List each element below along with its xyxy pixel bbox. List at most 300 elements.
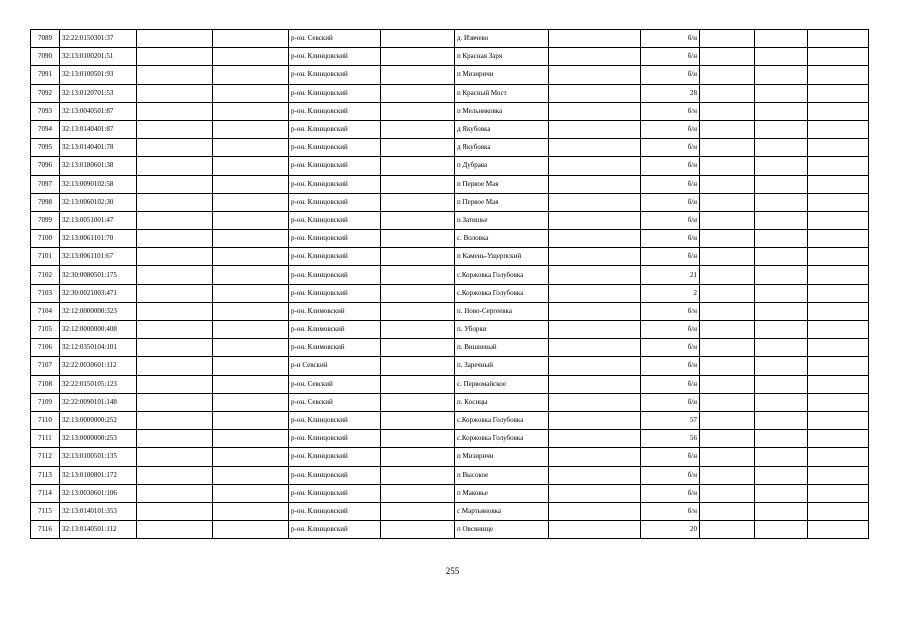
empty-cell	[213, 211, 289, 229]
empty-cell	[213, 248, 289, 266]
region-name: р-он. Клинцовский	[289, 48, 381, 66]
empty-cell	[213, 357, 289, 375]
empty-cell	[700, 448, 755, 466]
cadastral-number: 32:12:0000000:323	[60, 302, 137, 320]
house-number: б/н	[641, 502, 700, 520]
table-row	[31, 521, 869, 539]
empty-cell	[700, 302, 755, 320]
empty-cell	[700, 339, 755, 357]
table-row	[31, 230, 869, 248]
table-row	[31, 102, 869, 120]
record-number: 7108	[31, 375, 60, 393]
record-number: 7100	[31, 230, 60, 248]
empty-cell	[213, 66, 289, 84]
table-row	[31, 30, 869, 48]
empty-cell	[700, 139, 755, 157]
record-number: 7112	[31, 448, 60, 466]
empty-cell	[808, 448, 869, 466]
region-name: р-он. Клинцовский	[289, 66, 381, 84]
settlement-name: п. Вишневый	[455, 339, 549, 357]
house-number: б/н	[641, 102, 700, 120]
empty-cell	[808, 284, 869, 302]
empty-cell	[137, 521, 213, 539]
empty-cell	[213, 375, 289, 393]
empty-cell	[549, 302, 641, 320]
table-row	[31, 120, 869, 138]
empty-cell	[700, 193, 755, 211]
empty-cell	[381, 175, 455, 193]
empty-cell	[700, 430, 755, 448]
empty-cell	[137, 193, 213, 211]
empty-cell	[755, 230, 808, 248]
empty-cell	[213, 139, 289, 157]
settlement-name: п Дубрава	[455, 157, 549, 175]
settlement-name: п. Уборки	[455, 321, 549, 339]
region-name: р-он. Клинцовский	[289, 248, 381, 266]
empty-cell	[381, 102, 455, 120]
settlement-name: п Красная Заря	[455, 48, 549, 66]
empty-cell	[808, 230, 869, 248]
region-name: р-он. Клинцовский	[289, 102, 381, 120]
settlement-name: с.Коржовка Голубовка	[455, 430, 549, 448]
empty-cell	[381, 521, 455, 539]
region-name: р-он. Севский	[289, 393, 381, 411]
table-row	[31, 411, 869, 429]
settlement-name: п. Косицы	[455, 393, 549, 411]
record-number: 7104	[31, 302, 60, 320]
empty-cell	[381, 448, 455, 466]
region-name: р-н Севский	[289, 357, 381, 375]
house-number: б/н	[641, 466, 700, 484]
cadastral-number: 32:13:0100501:93	[60, 66, 137, 84]
empty-cell	[808, 211, 869, 229]
settlement-name: п Красный Мост	[455, 84, 549, 102]
empty-cell	[213, 120, 289, 138]
house-number: б/н	[641, 375, 700, 393]
empty-cell	[137, 102, 213, 120]
empty-cell	[381, 484, 455, 502]
record-number: 7109	[31, 393, 60, 411]
empty-cell	[549, 339, 641, 357]
empty-cell	[755, 175, 808, 193]
region-name: р-он. Клинцовский	[289, 211, 381, 229]
record-number: 7103	[31, 284, 60, 302]
settlement-name: с.Коржовка Голубовка	[455, 266, 549, 284]
region-name: р-он. Клинцовский	[289, 193, 381, 211]
empty-cell	[381, 502, 455, 520]
table-row	[31, 430, 869, 448]
table-row	[31, 66, 869, 84]
region-name: р-он. Клинцовский	[289, 466, 381, 484]
region-name: р-он. Клинцовский	[289, 175, 381, 193]
empty-cell	[755, 375, 808, 393]
cadastral-number: 32:13:0140101:353	[60, 502, 137, 520]
empty-cell	[700, 30, 755, 48]
house-number: 2	[641, 284, 700, 302]
empty-cell	[700, 357, 755, 375]
empty-cell	[549, 230, 641, 248]
empty-cell	[700, 466, 755, 484]
cadastral-number: 32:13:0000000:253	[60, 430, 137, 448]
table-row	[31, 448, 869, 466]
empty-cell	[381, 30, 455, 48]
empty-cell	[137, 321, 213, 339]
house-number: б/н	[641, 175, 700, 193]
settlement-name: п Мизиричи	[455, 448, 549, 466]
house-number: б/н	[641, 321, 700, 339]
house-number: б/н	[641, 230, 700, 248]
house-number: б/н	[641, 484, 700, 502]
empty-cell	[381, 66, 455, 84]
empty-cell	[808, 30, 869, 48]
empty-cell	[549, 357, 641, 375]
empty-cell	[549, 448, 641, 466]
table-row	[31, 321, 869, 339]
record-number: 7099	[31, 211, 60, 229]
empty-cell	[213, 484, 289, 502]
cadastral-number: 32:13:0061101:67	[60, 248, 137, 266]
settlement-name: д Якубовка	[455, 120, 549, 138]
empty-cell	[700, 266, 755, 284]
empty-cell	[700, 102, 755, 120]
empty-cell	[549, 30, 641, 48]
empty-cell	[755, 521, 808, 539]
region-name: р-он. Климовский	[289, 302, 381, 320]
cadastral-number: 32:13:0051001:47	[60, 211, 137, 229]
empty-cell	[549, 375, 641, 393]
cadastral-number: 32:13:0100501:135	[60, 448, 137, 466]
empty-cell	[381, 84, 455, 102]
empty-cell	[808, 48, 869, 66]
empty-cell	[213, 230, 289, 248]
empty-cell	[700, 375, 755, 393]
empty-cell	[381, 139, 455, 157]
house-number: 21	[641, 266, 700, 284]
empty-cell	[808, 139, 869, 157]
empty-cell	[213, 521, 289, 539]
empty-cell	[549, 157, 641, 175]
region-name: р-он. Клинцовский	[289, 157, 381, 175]
empty-cell	[808, 120, 869, 138]
house-number: 20	[641, 521, 700, 539]
empty-cell	[549, 521, 641, 539]
empty-cell	[700, 211, 755, 229]
table-row	[31, 466, 869, 484]
region-name: р-он. Клинцовский	[289, 120, 381, 138]
region-name: р-он. Клинцовский	[289, 266, 381, 284]
empty-cell	[755, 120, 808, 138]
settlement-name: п. Ново-Сергеевка	[455, 302, 549, 320]
empty-cell	[700, 411, 755, 429]
table-row	[31, 357, 869, 375]
table-row	[31, 157, 869, 175]
empty-cell	[381, 321, 455, 339]
record-number: 7089	[31, 30, 60, 48]
region-name: р-он. Клинцовский	[289, 448, 381, 466]
table-row	[31, 48, 869, 66]
empty-cell	[137, 175, 213, 193]
region-name: р-он. Клинцовский	[289, 84, 381, 102]
region-name: р-он. Клинцовский	[289, 284, 381, 302]
cadastral-number: 32:30:0080501:175	[60, 266, 137, 284]
empty-cell	[213, 448, 289, 466]
empty-cell	[549, 48, 641, 66]
empty-cell	[808, 466, 869, 484]
empty-cell	[755, 139, 808, 157]
empty-cell	[549, 430, 641, 448]
empty-cell	[755, 466, 808, 484]
table-row	[31, 284, 869, 302]
house-number: б/н	[641, 193, 700, 211]
empty-cell	[808, 357, 869, 375]
empty-cell	[137, 248, 213, 266]
empty-cell	[700, 248, 755, 266]
house-number: 57	[641, 411, 700, 429]
empty-cell	[137, 430, 213, 448]
empty-cell	[808, 193, 869, 211]
empty-cell	[137, 411, 213, 429]
empty-cell	[700, 157, 755, 175]
empty-cell	[137, 120, 213, 138]
registry-table	[30, 29, 869, 539]
empty-cell	[808, 66, 869, 84]
empty-cell	[381, 375, 455, 393]
empty-cell	[213, 502, 289, 520]
region-name: р-он. Клинцовский	[289, 521, 381, 539]
record-number: 7096	[31, 157, 60, 175]
empty-cell	[700, 284, 755, 302]
empty-cell	[137, 302, 213, 320]
empty-cell	[549, 284, 641, 302]
cadastral-number: 32:13:0140501:112	[60, 521, 137, 539]
cadastral-number: 32:22:0150301:37	[60, 30, 137, 48]
empty-cell	[755, 430, 808, 448]
region-name: р-он. Клинцовский	[289, 411, 381, 429]
house-number: б/н	[641, 248, 700, 266]
empty-cell	[700, 484, 755, 502]
cadastral-number: 32:13:0061101:70	[60, 230, 137, 248]
empty-cell	[808, 430, 869, 448]
empty-cell	[213, 102, 289, 120]
empty-cell	[137, 84, 213, 102]
record-number: 7106	[31, 339, 60, 357]
empty-cell	[381, 339, 455, 357]
empty-cell	[700, 230, 755, 248]
empty-cell	[549, 211, 641, 229]
house-number: б/н	[641, 48, 700, 66]
table-row	[31, 502, 869, 520]
empty-cell	[808, 339, 869, 357]
empty-cell	[213, 157, 289, 175]
empty-cell	[381, 120, 455, 138]
empty-cell	[137, 266, 213, 284]
region-name: р-он. Клинцовский	[289, 484, 381, 502]
record-number: 7094	[31, 120, 60, 138]
cadastral-number: 32:22:0030601:112	[60, 357, 137, 375]
record-number: 7095	[31, 139, 60, 157]
record-number: 7116	[31, 521, 60, 539]
empty-cell	[808, 302, 869, 320]
settlement-name: п Маковье	[455, 484, 549, 502]
empty-cell	[213, 284, 289, 302]
cadastral-number: 32:30:0021003:471	[60, 284, 137, 302]
record-number: 7114	[31, 484, 60, 502]
empty-cell	[137, 284, 213, 302]
empty-cell	[381, 193, 455, 211]
empty-cell	[700, 321, 755, 339]
house-number: б/н	[641, 139, 700, 157]
empty-cell	[549, 411, 641, 429]
empty-cell	[213, 393, 289, 411]
cadastral-number: 32:13:0140401:87	[60, 120, 137, 138]
empty-cell	[700, 393, 755, 411]
house-number: б/н	[641, 66, 700, 84]
table-row	[31, 211, 869, 229]
cadastral-number: 32:13:0100801:172	[60, 466, 137, 484]
settlement-name: п Затишье	[455, 211, 549, 229]
empty-cell	[381, 411, 455, 429]
house-number: б/н	[641, 157, 700, 175]
house-number: 56	[641, 430, 700, 448]
empty-cell	[700, 84, 755, 102]
record-number: 7111	[31, 430, 60, 448]
empty-cell	[808, 175, 869, 193]
cadastral-number: 32:22:0150105:123	[60, 375, 137, 393]
empty-cell	[381, 157, 455, 175]
empty-cell	[213, 339, 289, 357]
empty-cell	[808, 484, 869, 502]
empty-cell	[549, 193, 641, 211]
empty-cell	[808, 375, 869, 393]
table-row	[31, 375, 869, 393]
settlement-name: п Первое Мая	[455, 193, 549, 211]
settlement-name: п Высокое	[455, 466, 549, 484]
empty-cell	[137, 139, 213, 157]
cadastral-number: 32:13:0180601:38	[60, 157, 137, 175]
empty-cell	[381, 302, 455, 320]
empty-cell	[549, 321, 641, 339]
empty-cell	[808, 521, 869, 539]
empty-cell	[700, 502, 755, 520]
empty-cell	[755, 48, 808, 66]
empty-cell	[549, 266, 641, 284]
empty-cell	[755, 66, 808, 84]
house-number: б/н	[641, 211, 700, 229]
settlement-name: д Якубовка	[455, 139, 549, 157]
table-row	[31, 484, 869, 502]
house-number: б/н	[641, 357, 700, 375]
table-row	[31, 139, 869, 157]
empty-cell	[808, 321, 869, 339]
empty-cell	[755, 30, 808, 48]
empty-cell	[137, 375, 213, 393]
settlement-name: п Камень-Ущерпский	[455, 248, 549, 266]
page-number: 255	[445, 566, 460, 576]
empty-cell	[381, 357, 455, 375]
empty-cell	[137, 339, 213, 357]
region-name: р-он. Севский	[289, 30, 381, 48]
empty-cell	[549, 393, 641, 411]
empty-cell	[808, 393, 869, 411]
settlement-name: п Первое Мая	[455, 175, 549, 193]
table-row	[31, 193, 869, 211]
house-number: 28	[641, 84, 700, 102]
empty-cell	[808, 84, 869, 102]
house-number: б/н	[641, 393, 700, 411]
settlement-name: с Мартьяновка	[455, 502, 549, 520]
empty-cell	[700, 120, 755, 138]
empty-cell	[213, 175, 289, 193]
table-row	[31, 266, 869, 284]
cadastral-number: 32:22:0090101:148	[60, 393, 137, 411]
empty-cell	[213, 430, 289, 448]
empty-cell	[213, 30, 289, 48]
empty-cell	[137, 157, 213, 175]
house-number: б/н	[641, 30, 700, 48]
region-name: р-он. Клинцовский	[289, 230, 381, 248]
record-number: 7097	[31, 175, 60, 193]
table-row	[31, 339, 869, 357]
empty-cell	[213, 193, 289, 211]
empty-cell	[213, 266, 289, 284]
settlement-name: п Мельниковка	[455, 102, 549, 120]
empty-cell	[137, 230, 213, 248]
record-number: 7090	[31, 48, 60, 66]
empty-cell	[549, 466, 641, 484]
empty-cell	[137, 448, 213, 466]
cadastral-number: 32:13:0140401:78	[60, 139, 137, 157]
empty-cell	[755, 84, 808, 102]
empty-cell	[755, 284, 808, 302]
record-number: 7110	[31, 411, 60, 429]
record-number: 7098	[31, 193, 60, 211]
empty-cell	[755, 211, 808, 229]
cadastral-number: 32:12:0350104:101	[60, 339, 137, 357]
empty-cell	[137, 466, 213, 484]
empty-cell	[808, 411, 869, 429]
cadastral-number: 32:13:0120701:53	[60, 84, 137, 102]
record-number: 7113	[31, 466, 60, 484]
record-number: 7102	[31, 266, 60, 284]
cadastral-number: 32:13:0040501:87	[60, 102, 137, 120]
empty-cell	[137, 484, 213, 502]
empty-cell	[549, 102, 641, 120]
empty-cell	[755, 502, 808, 520]
region-name: р-он. Клинцовский	[289, 139, 381, 157]
empty-cell	[381, 230, 455, 248]
table-row	[31, 84, 869, 102]
empty-cell	[381, 48, 455, 66]
settlement-name: п Овсянище	[455, 521, 549, 539]
house-number: б/н	[641, 302, 700, 320]
empty-cell	[213, 48, 289, 66]
empty-cell	[808, 266, 869, 284]
region-name: р-он. Клинцовский	[289, 430, 381, 448]
empty-cell	[700, 521, 755, 539]
empty-cell	[755, 448, 808, 466]
cadastral-number: 32:13:0000000:252	[60, 411, 137, 429]
empty-cell	[755, 248, 808, 266]
empty-cell	[755, 266, 808, 284]
empty-cell	[755, 157, 808, 175]
empty-cell	[808, 502, 869, 520]
record-number: 7115	[31, 502, 60, 520]
empty-cell	[549, 66, 641, 84]
empty-cell	[755, 411, 808, 429]
empty-cell	[549, 502, 641, 520]
settlement-name: п Мизиричи	[455, 66, 549, 84]
empty-cell	[137, 502, 213, 520]
